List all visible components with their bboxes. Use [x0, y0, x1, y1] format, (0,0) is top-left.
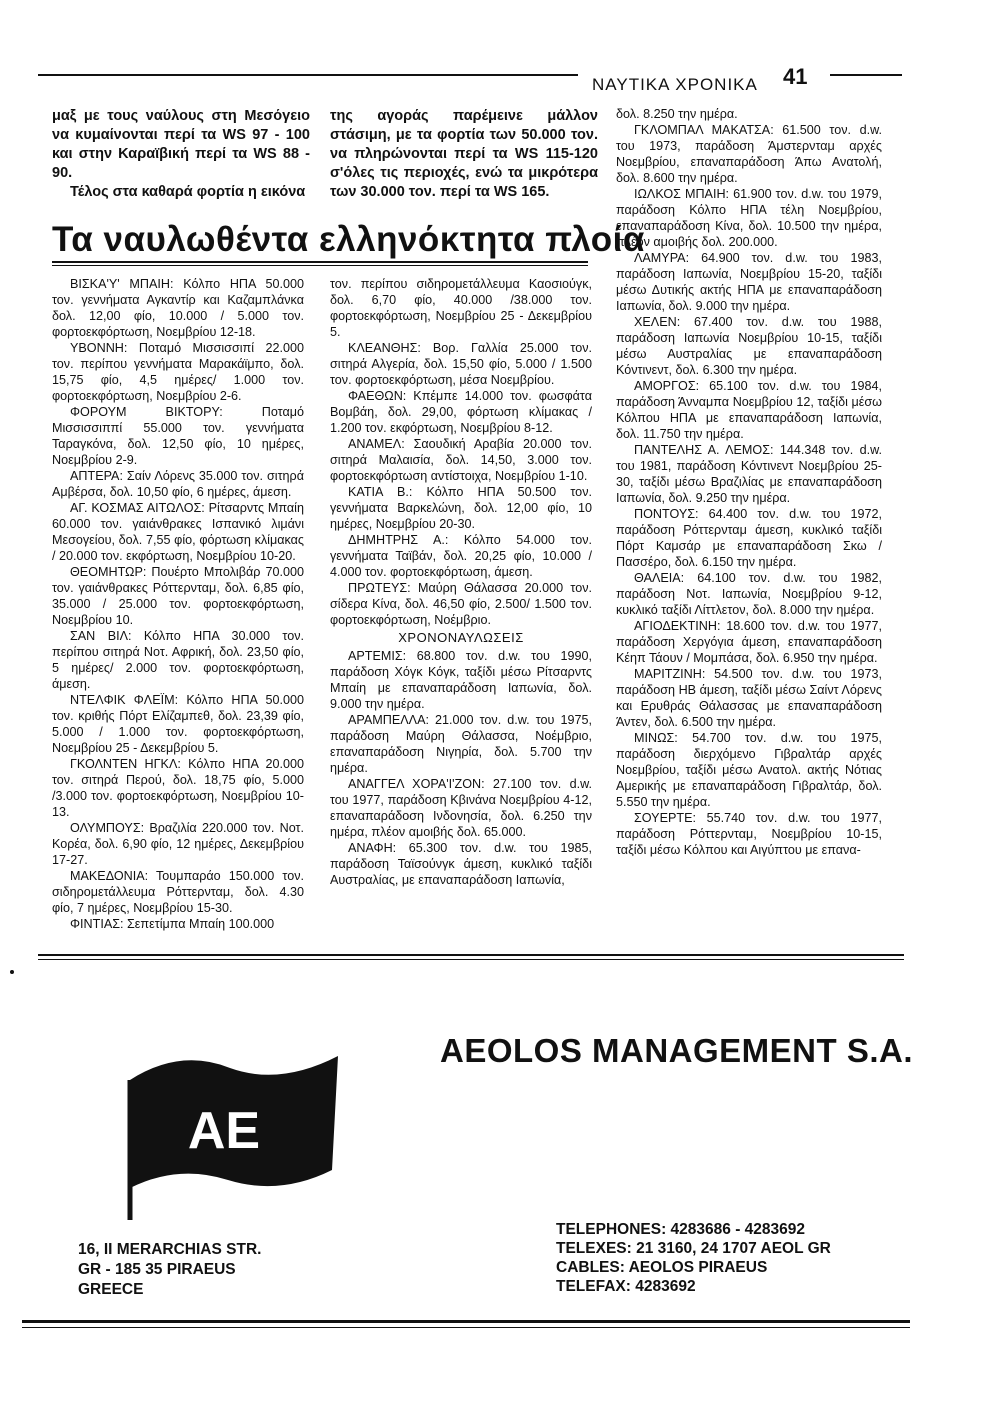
contact-telephones: TELEPHONES: 4283686 - 4283692	[556, 1221, 805, 1238]
fixture-entry: ΟΛΥΜΠΟΥΣ: Βραζιλία 220.000 τον. Νοτ. Κορέα, δολ. 6,90 φίο, 12 ημέρες, Δεκεμβρίου 17-27.	[52, 821, 304, 867]
charter-entry: ΠΑΝΤΕΛΗΣ Α. ΛΕΜΟΣ: 144.348 τον. d.w. του 1981, παράδοση Κόντινεντ Νοεμβρίου 25-30, ταξίδι μέσω Βραζιλίας με επαναπαράδοση Ιαπωνία, δολ. 9.250 την ημέρα.	[616, 443, 882, 505]
fixture-continuation: τον. περίπου σιδηρομετάλλευμα Καοσιούγκ, δολ. 6,70 φίο, 40.000 /38.000 τον. φορτοεκφόρτωση, Νοεμβρίου 25 - Δεκεμβρίου 5.	[330, 277, 592, 339]
charter-entry: ΑΓΙΟΔΕΚΤΙΝΗ: 18.600 τον. d.w. του 1977, παράδοση Χεργόγια άμεση, επαναπαράδοση Κέηπ Τάουν / Μομπάσα, δολ. 6.950 την ημέρα.	[616, 619, 882, 665]
column-1	[52, 276, 304, 932]
intro-left-para-1: μαξ με τους ναύλους στη Μεσόγειο να κυμαίνονται περί τα WS 97 - 100 και στην Καραϊβική περί τα WS 88 - 90.	[52, 108, 310, 181]
contact-telefax: TELEFAX: 4283692	[556, 1278, 696, 1295]
article-bottom-rule-1	[38, 954, 904, 956]
charter-entry: ΙΩΛΚΟΣ ΜΠΑΙΗ: 61.900 τον. d.w. του 1979, παράδοση Κόλπο ΗΠΑ τέλη Νοεμβρίου, επαναπαράδοση Κίνα, δολ. 10.500 την ημέρα, πλέον αμοιβής δολ. 200.000.	[616, 187, 882, 249]
company-contacts	[556, 1220, 831, 1296]
charter-continuation: δολ. 8.250 την ημέρα.	[616, 107, 738, 121]
address-line-country: GREECE	[78, 1281, 144, 1298]
company-name: AEOLOS MANAGEMENT S.A.	[440, 1032, 914, 1069]
charter-entry: ΑΝΑΦΗ: 65.300 τον. d.w. του 1985, παράδοση Ταϊσούνγκ άμεση, κυκλικό ταξίδι Αυστραλίας, με επαναπαράδοση Ιαπωνία,	[330, 841, 592, 887]
fixture-entry: ΑΠΤΕΡΑ: Σαίν Λόρενς 35.000 τον. σιτηρά Αμβέρσα, δολ. 10,50 φίο, 6 ημέρες, άμεση.	[52, 469, 304, 499]
magazine-title: ΝΑΥΤΙΚΑ ΧΡΟΝΙΚΑ	[592, 75, 758, 94]
charter-entry: ΑΡΑΜΠΕΛΛΑ: 21.000 τον. d.w. του 1975, παράδοση Μαύρη Θάλασσα, Νοέμβριο, επαναπαράδοση Νιγηρία, δολ. 5.700 την ημέρα.	[330, 713, 592, 775]
fixture-entry: ΘΕΟΜΗΤΩΡ: Πουέρτο Μπολιβάρ 70.000 τον. γαιάνθρακες Ρόττερνταμ, δολ. 6,85 φίο, 35.000 / 25.000 τον. φορτοεκφόρτωση, Νοεμβρίου 10.	[52, 565, 304, 627]
charter-entry: ΓΚΛΟΜΠΑΛ ΜΑΚΑΤΣΑ: 61.500 τον. d.w. του 1973, παράδοση Άμστερνταμ αρχές Νοεμβρίου, επαναπαράδοση Άπω Ανατολή, δολ. 8.600 την ημέρα.	[616, 123, 882, 185]
fixture-entry: ΦΟΡΟΥΜ ΒΙΚΤΟΡΥ: Ποταμό Μισσισσιππί 55.000 τον. γεννήματα Ταραγκόνα, δολ. 12,50 φίο, 10 ημέρες, Νοεμβρίου 2-9.	[52, 405, 304, 467]
fixture-entry: ΚΛΕΑΝΘΗΣ: Βορ. Γαλλία 25.000 τον. σιτηρά Αλγερία, δολ. 15,50 φίο, 5.000 / 1.500 τον. φορτοεκφόρτωση, μέσα Νοεμβρίου.	[330, 341, 592, 387]
intro-left	[52, 107, 310, 202]
section-heading-time-charters: ΧΡΟΝΟΝΑΥΛΩΣΕΙΣ	[398, 630, 524, 645]
flag-logo	[120, 1020, 350, 1225]
flag-letters: AE	[187, 1102, 261, 1160]
intro-middle	[330, 107, 598, 202]
article-bottom-rule-2	[38, 959, 904, 960]
charter-entry: ΣΟΥΕΡΤΕ: 55.740 τον. d.w. του 1977, παράδοση Ρόττερνταμ, Νοεμβρίου 10-15, ταξίδι μέσω Κόλπου και Αιγύπτου με επανα-	[616, 811, 882, 857]
header-rule-left	[38, 74, 578, 76]
contact-cables: CABLES: AEOLOS PIRAEUS	[556, 1259, 768, 1276]
fixture-entry: ΝΤΕΛΦΙΚ ΦΛΕΪΜ: Κόλπο ΗΠΑ 50.000 τον. κριθής Πόρτ Ελίζαμπεθ, δολ. 23,39 φίο, 5.000 / 1.000 τον. φορτοεκφόρτωση, Νοεμβρίου 25 - Δεκεμβρίου 5.	[52, 693, 304, 755]
company-address	[78, 1240, 261, 1300]
headline-underline-2	[52, 265, 588, 266]
fixture-entry: ΜΑΚΕΔΟΝΙΑ: Τουμπαράο 150.000 τον. σιδηρομετάλλευμα Ρόττερνταμ, δολ. 4.30 φίο, 7 ημέρες, Νοεμβρίου 15-30.	[52, 869, 304, 915]
charter-entry: ΑΜΟΡΓΟΣ: 65.100 τον. d.w. του 1984, παράδοση Άνναμπα Νοεμβρίου 12, ταξίδι μέσω Κόλπου ΗΠΑ με επαναπαράδοση Ιαπωνία, δολ. 11.750 την ημέρα.	[616, 379, 882, 441]
fixture-entry: ΑΝΑΜΕΛ: Σαουδική Αραβία 20.000 τον. σιτηρά Μαλαισία, δολ. 14,50, 3.000 τον. φορτοεκφόρτωση αντίστοιχα, Νοεμβρίου 1-10.	[330, 437, 592, 483]
address-line-city: GR - 185 35 PIRAEUS	[78, 1261, 236, 1278]
headline-underline-1	[52, 261, 588, 263]
charter-entry: ΧΕΛΕΝ: 67.400 τον. d.w. του 1988, παράδοση Ιαπωνία Νοεμβρίου 10-15, ταξίδι μέσω Αυστραλίας με επαναπαράδοση Κόντινεντ, δολ. 6.300 την ημέρα.	[616, 315, 882, 377]
intro-left-para-2: Τέλος στα καθαρά φορτία η εικόνα	[70, 184, 306, 200]
fixture-entry: ΑΓ. ΚΟΣΜΑΣ ΑΙΤΩΛΟΣ: Ρίτσαρντς Μπαίη 60.000 τον. γαιάνθρακες Ισπανικό λιμάνι Μεσογείου, δολ. 7,55 φίο, φόρτωση κλίμακας / 20.000 τον. εκφόρτωση, Νοεμβρίου 10-20.	[52, 501, 304, 563]
intro-middle-para: της αγοράς παρέμεινε μάλλον στάσιμη, με τα φορτία των 50.000 τον. να πληρώνονται περί τα WS 115-120 σ'όλες τις περιοχές, ενώ τα μικρότερα των 30.000 τον. περί τα WS 165.	[330, 108, 598, 200]
charter-entry: ΜΑΡΙΤΖΙΝΗ: 54.500 τον. d.w. του 1973, παράδοση ΗΒ άμεση, ταξίδι μέσω Σαίντ Λόρενς και Ερυθράς Θάλασσας με επαναπαράδοση Άντεν, δολ. 6.500 την ημέρα.	[616, 667, 882, 729]
fixture-entry: ΥΒΟΝΝΗ: Ποταμό Μισσισσιπί 22.000 τον. περίπου γεννήματα Μαρακάϊμπο, δολ. 15,75 φίο, 4,5 ημέρες/ 1.000 τον. φορτοεκφόρτωση, Νοεμβρίου 2-6.	[52, 341, 304, 403]
charter-entry: ΛΑΜΥΡΑ: 64.900 τον. d.w. του 1983, παράδοση Ιαπωνία, Νοεμβρίου 15-20, ταξίδι μέσω Δυτικής ακτής ΗΠΑ με επαναπαράδοση Ιαπωνία, δολ. 9.000 την ημέρα.	[616, 251, 882, 313]
column-2	[330, 276, 592, 888]
fixture-entry: ΓΚΟΛΝΤΕΝ ΗΓΚΛ: Κόλπο ΗΠΑ 20.000 τον. σιτηρά Περού, δολ. 18,75 φίο, 5.000 /3.000 τον. φορτοεκφόρτωση, Νοεμβρίου 10-13.	[52, 757, 304, 819]
article-headline: Τα ναυλωθέντα ελληνόκτητα πλοία	[52, 220, 645, 259]
charter-entry: ΑΡΤΕΜΙΣ: 68.800 τον. d.w. του 1990, παράδοση Χόγκ Κόγκ, ταξίδι μέσω Ρίτσαρντς Μπαίη με επαναπαράδοση Ιαπωνία, δολ. 9.000 την ημέρα.	[330, 649, 592, 711]
page-dot-mark	[10, 970, 14, 974]
fixture-entry: ΠΡΩΤΕΥΣ: Μαύρη Θάλασσα 20.000 τον. σίδερα Κίνα, δολ. 46,50 φίο, 2.500/ 1.500 τον. φορτοεκφόρτωση, Νοέμβριο.	[330, 581, 592, 627]
fixture-entry: ΔΗΜΗΤΡΗΣ Α.: Κόλπο 54.000 τον. γεννήματα Ταϊβάν, δολ. 20,25 φίο, 10.000 / 4.000 τον. φορτοεκφόρτωση, άμεση.	[330, 533, 592, 579]
fixture-entry: ΦΙΝΤΙΑΣ: Σεπετίμπα Μπαίη 100.000	[70, 917, 275, 931]
address-line-street: 16, II MERARCHIAS STR.	[78, 1241, 262, 1258]
charter-entry: ΑΝΑΓΓΕΛ ΧΟΡΑ'Ι'ΖΟΝ: 27.100 τον. d.w. του 1977, παράδοση Κβινάνα Νοεμβρίου 4-12, επαναπαράδοση Ινδονησία, δολ. 6.250 την ημέρα, πλέον αμοιβής δολ. 65.000.	[330, 777, 592, 839]
fixture-entry: ΚΑΤΙΑ Β.: Κόλπο ΗΠΑ 50.500 τον. γεννήματα Βαρκελώνη, δολ. 12,00 φίο, 10 ημέρες, Νοεμβρίου 20-30.	[330, 485, 592, 531]
footer-rule-1	[22, 1320, 910, 1323]
fixture-entry: ΒΙΣΚΑ'Υ' ΜΠΑΙΗ: Κόλπο ΗΠΑ 50.000 τον. γεννήματα Αγκαντίρ και Καζαμπλάνκα δολ. 12,00 φίο, 10.000 / 5.000 τον. φορτοεκφόρτωση, Νοεμβρίου 12-18.	[52, 277, 304, 339]
page-number: 41	[783, 64, 808, 89]
fixture-entry: ΦΑΕΘΩΝ: Κπέμπε 14.000 τον. φωσφάτα Βομβάη, δολ. 29,00, φόρτωση κλίμακας / 1.200 τον. εκφόρτωση, Νοεμβρίου 8-12.	[330, 389, 592, 435]
fixture-entry: ΣΑΝ ΒΙΛ: Κόλπο ΗΠΑ 30.000 τον. περίπου σιτηρά Νοτ. Αφρική, δολ. 23,50 φίο, 5 ημέρες/ 2.000 τον. φορτοεκφόρτωση, άμεση.	[52, 629, 304, 691]
charter-entry: ΠΟΝΤΟΥΣ: 64.400 τον. d.w. του 1972, παράδοση Ρόττερνταμ άμεση, κυκλικό ταξίδι Πόρτ Καμσάρ με επαναπαράδοση Σκω / Πασσέρο, δολ. 6.150 την ημέρα.	[616, 507, 882, 569]
header-rule-right	[830, 74, 902, 76]
charter-entry: ΜΙΝΩΣ: 54.700 τον. d.w. του 1975, παράδοση διερχόμενο Γιβραλτάρ αρχές Νοεμβρίου, ταξίδι μέσω Ανατολ. ακτής Νότιας Αμερικής με επαναπαράδοση Γιβραλτάρ, δολ. 5.550 την ημέρα.	[616, 731, 882, 809]
contact-telexes: TELEXES: 21 3160, 24 1707 AEOL GR	[556, 1240, 831, 1257]
charter-entry: ΘΑΛΕΙΑ: 64.100 τον. d.w. του 1982, παράδοση Νοτ. Ιαπωνία, Νοεμβρίου 9-12, κυκλικό ταξίδι Λίττλετον, δολ. 8.000 την ημέρα.	[616, 571, 882, 617]
footer-rule-2	[22, 1327, 910, 1328]
column-3	[616, 106, 882, 858]
